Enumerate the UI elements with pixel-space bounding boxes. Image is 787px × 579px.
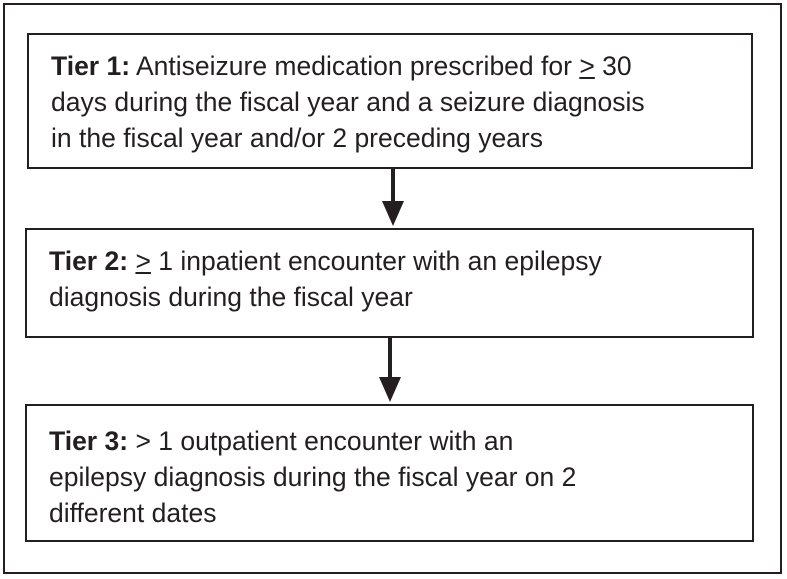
tier-1-line-1-text: Antiseizure medication prescribed for xyxy=(135,51,580,81)
tier-1-box xyxy=(27,33,753,169)
tier-2-geq-symbol: > xyxy=(135,246,151,276)
tier-3-box xyxy=(25,404,754,542)
tier-2-box xyxy=(25,228,754,338)
tier-1-line-3: in the fiscal year and/or 2 preceding years xyxy=(51,123,543,153)
tier-3-line-2: epilepsy diagnosis during the fiscal year on 2 xyxy=(49,462,577,492)
arrow-tier1-to-tier2 xyxy=(382,169,404,228)
arrow-tier2-to-tier3 xyxy=(379,338,401,404)
tier-1-line-1-value: 30 xyxy=(594,51,632,81)
tier-1-line-1 xyxy=(51,48,751,84)
tier-2-line-1 xyxy=(49,243,752,279)
tier-1-label: Tier 1: xyxy=(51,51,131,81)
tier-1-geq-symbol: > xyxy=(579,51,595,81)
tier-3-line-3: different dates xyxy=(49,498,217,528)
tier-1-line-2: days during the fiscal year and a seizure diagnosis xyxy=(51,87,645,117)
tier-3-line-1-text: > 1 outpatient encounter with an xyxy=(135,426,514,456)
tier-2-line-2: diagnosis during the fiscal year xyxy=(49,282,413,312)
tier-3-label: Tier 3: xyxy=(49,426,129,456)
arrow-2-head xyxy=(379,377,401,402)
tier-2-line-1-text: 1 inpatient encounter with an epilepsy xyxy=(150,246,602,276)
tier-2-label: Tier 2: xyxy=(49,246,129,276)
arrow-1-head xyxy=(382,201,404,226)
tier-3-line-1 xyxy=(49,423,752,459)
